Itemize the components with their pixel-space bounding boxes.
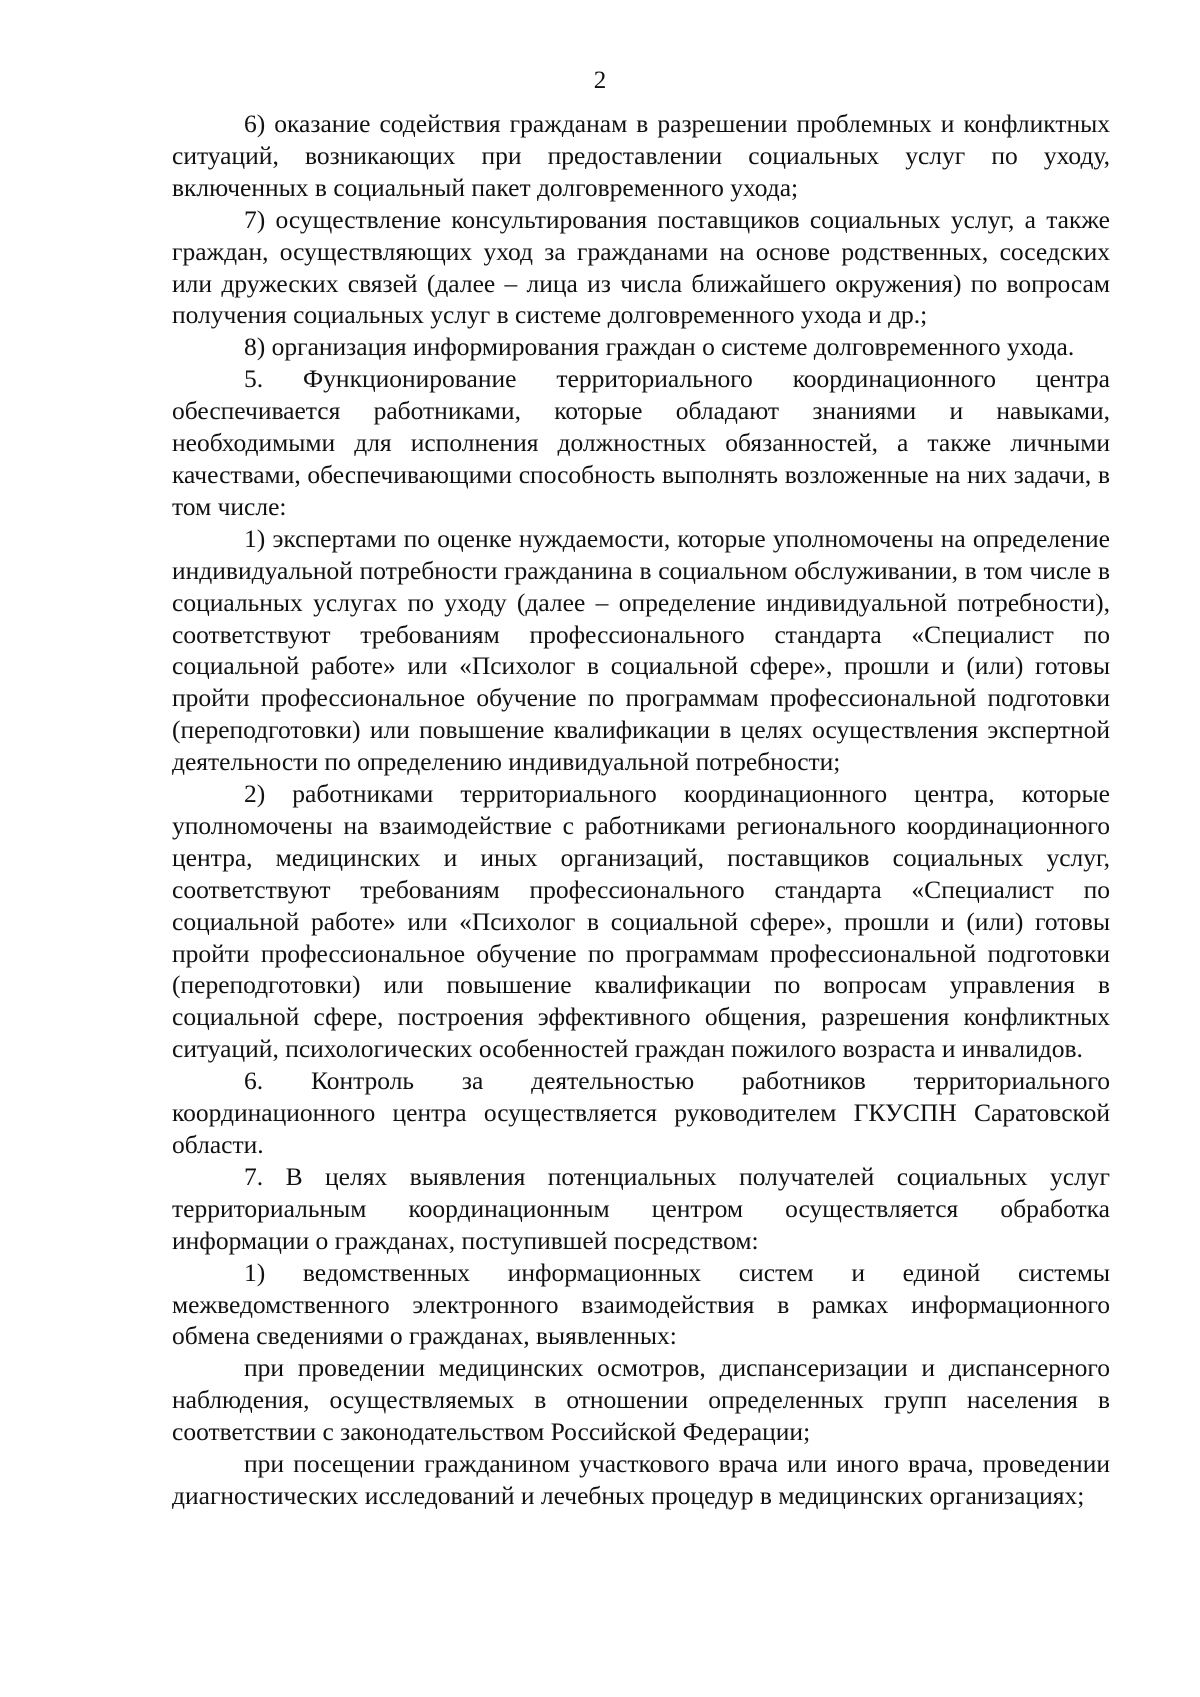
page-number: 2	[593, 67, 607, 94]
paragraph-item-7-consulting: 7) осуществление консультирования поставщиков социальных услуг, а также граждан, осуществляющих уход за гражданами на основе родственных, соседских или дружеских связей (далее – лица из числа ближайшего окружения) по вопросам получения социальных услуг в системе долговременного ухода и др.;	[172, 204, 1110, 330]
paragraph-item-1-systems: 1) ведомственных информационных систем и единой системы межведомственного электронного взаимодействия в рамках информационного обмена сведениями о гражданах, выявленных:	[172, 1257, 1110, 1351]
paragraph-item-1-experts: 1) экспертами по оценке нуждаемости, которые уполномочены на определение индивидуальной потребности гражданина в социальном обслуживании, в том числе в социальных услугах по уходу (далее – определение индивидуальной потребности), соответствуют требованиям профессионального стандарта «Специалист по социальной работе» или «Психолог в социальной сфере», прошли и (или) готовы пройти профессиональное обучение по программам профессиональной подготовки (переподготовки) или повышение квалификации в целях осуществления экспертной деятельности по определению индивидуальной потребности;	[172, 523, 1110, 777]
paragraph-item-8-informing: 8) организация информирования граждан о системе долговременного ухода.	[244, 332, 1075, 362]
paragraph-section-5-staffing: 5. Функционирование территориального координационного центра обеспечивается работниками, которые обладают знаниями и навыками, необходимыми для исполнения должностных обязанностей, а также личными качествами, обеспечивающими способность выполнять возложенные на них задачи, в том числе:	[172, 364, 1110, 521]
paragraph-item-6-assistance: 6) оказание содействия гражданам в разрешении проблемных и конфликтных ситуаций, возникающих при предоставлении социальных услуг по уходу, включенных в социальный пакет долговременного ухода;	[172, 109, 1110, 202]
paragraph-medical-checkups: при проведении медицинских осмотров, диспансеризации и диспансерного наблюдения, осуществляемых в отношении определенных групп населения в соответствии с законодательством Российской Федерации;	[172, 1353, 1110, 1447]
paragraph-section-7-identification: 7. В целях выявления потенциальных получателей социальных услуг территориальным координационным центром осуществляется обработка информации о гражданах, поступившей посредством:	[172, 1161, 1110, 1255]
paragraph-doctor-visits: при посещении гражданином участкового врача или иного врача, проведении диагностических исследований и лечебных процедур в медицинских организациях;	[172, 1449, 1110, 1510]
paragraph-section-6-control: 6. Контроль за деятельностью работников территориального координационного центра осуществляется руководителем ГКУСПН Саратовской области.	[172, 1066, 1110, 1159]
document-body	[172, 108, 1110, 1512]
paragraph-item-2-workers: 2) работниками территориального координационного центра, которые уполномочены на взаимодействие с работниками регионального координационного центра, медицинских и иных организаций, поставщиков социальных услуг, соответствуют требованиям профессионального стандарта «Специалист по социальной работе» или «Психолог в социальной сфере», прошли и (или) готовы пройти профессиональное обучение по программам профессиональной подготовки (переподготовки) или повышение квалификации по вопросам управления в социальной сфере, построения эффективного общения, разрешения конфликтных ситуаций, психологических особенностей граждан пожилого возраста и инвалидов.	[172, 779, 1110, 1064]
